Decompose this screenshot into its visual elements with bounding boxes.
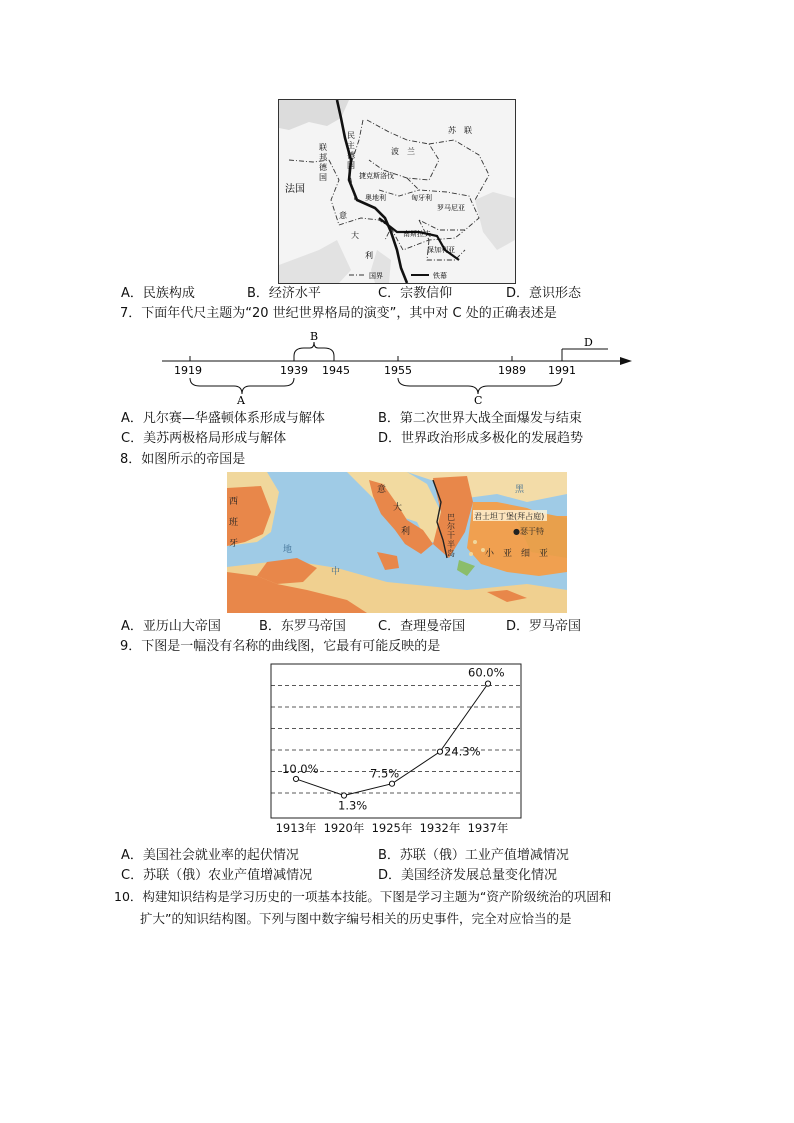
byz-label-black-sea: 黑 [515,485,525,495]
q9-option-d[interactable]: D．美国经济发展总量变化情况 [378,868,558,883]
q9-option-c[interactable]: C．苏联（俄）农业产值增减情况 [121,868,313,883]
map-legend-iron-curtain: 铁幕 [433,272,447,280]
q9-stem: 9．下图是一幅没有名称的曲线图，它最有可能反映的是 [120,639,441,654]
svg-text:邦: 邦 [319,153,327,162]
q10-stem-line-2: 扩大”的知识结构图。下列与图中数字编号相关的历史事件，完全对应恰当的是 [140,911,572,926]
q7-label-c: C [474,394,483,406]
map-label-romania: 罗马尼亚 [437,204,465,212]
q10-stem-line-1: 10．构建知识结构是学习历史的一项基本技能。下图是学习主题为“资产阶级统治的巩固和 [114,889,612,904]
q9-plot-frame [271,664,521,818]
map-label-italy-2: 大 [351,231,359,240]
byzantine-map-svg [227,472,567,613]
q9-data-point-2 [389,781,394,786]
q8-stem: 8．如图所示的帝国是 [120,452,246,467]
map-label-hungary: 匈牙利 [411,194,432,202]
byz-label-balkan-5: 岛 [447,549,455,558]
svg-text:国: 国 [319,173,327,182]
svg-text:德: 德 [319,163,327,172]
q6-option-a[interactable]: A．民族构成 [121,286,195,301]
q8-option-a[interactable]: A．亚历山大帝国 [121,619,221,634]
q9-data-point-0 [293,776,298,781]
q7-timeline [160,328,640,406]
q7-label-d: D [584,336,593,349]
q9-line-chart [268,662,530,842]
byz-label-asia-minor: 小 亚 细 亚 [485,549,549,559]
map-label-italy-1: 意 [339,211,347,220]
q9-x-tick-label-2: 1925年 [371,821,413,835]
q7-stem: 7．下面年代尺主题为“20 世纪世界格局的演变”，其中对 C 处的正确表述是 [120,306,557,321]
q7-year-1989: 1989 [498,364,526,377]
q9-data-label-0: 10.0% [282,761,319,776]
byz-label-balkan-3: 干 [447,531,455,540]
svg-text:主: 主 [347,141,355,150]
map-label-bulgaria: 保加利亚 [427,246,455,254]
q7-year-1939: 1939 [280,364,308,377]
q7-year-1991: 1991 [548,364,576,377]
byz-label-spain-1: 西 [229,497,239,507]
q7-label-a: A [237,394,245,406]
q9-data-label-1: 1.3% [338,798,368,813]
svg-text:德: 德 [347,151,355,160]
q8-option-c[interactable]: C．查理曼帝国 [378,619,466,634]
q9-data-point-3 [437,749,442,754]
q7-option-b[interactable]: B．第二次世界大战全面爆发与结束 [378,411,582,426]
byz-label-balkan-4: 半 [447,540,455,549]
svg-text:民: 民 [347,131,355,140]
byz-label-spain-2: 班 [229,518,239,528]
q7-option-a[interactable]: A．凡尔赛—华盛顿体系形成与解体 [121,411,325,426]
map-label-czech: 捷克斯洛伐 [359,172,394,180]
q6-option-d[interactable]: D．意识形态 [506,286,582,301]
q9-data-point-4 [485,681,490,686]
q8-option-d[interactable]: D．罗马帝国 [506,619,582,634]
map-label-france: 法国 [285,184,305,195]
q9-x-tick-label-1: 1920年 [323,821,365,835]
svg-text:联: 联 [319,143,327,152]
svg-text:国: 国 [347,161,355,170]
q7-year-1919: 1919 [174,364,202,377]
byz-label-constantinople: 君士坦丁堡(拜占庭) [474,512,545,521]
byz-label-spain-3: 牙 [229,539,239,549]
q7-year-1955: 1955 [384,364,412,377]
q9-data-label-3: 24.3% [444,744,481,759]
map-label-yugoslavia: 南斯拉夫 [403,230,431,238]
byz-label-balkan-1: 巴 [447,513,455,522]
map-label-east-germany [347,131,356,170]
map-legend-border: 国界 [369,272,383,280]
map-label-italy-3: 利 [365,251,373,260]
byzantine-map [227,472,567,613]
iron-curtain-map-svg [279,100,515,283]
byz-label-balkan-2: 尔 [447,522,455,531]
q6-option-b[interactable]: B．经济水平 [247,286,321,301]
byz-label-italy-1: 意 [377,485,387,495]
q9-x-tick-label-0: 1913年 [275,821,317,835]
byz-label-sea-2: 中 [331,567,341,577]
iron-curtain-map [278,99,516,284]
q7-label-b: B [310,330,319,343]
q9-data-point-1 [341,793,346,798]
q6-option-c[interactable]: C．宗教信仰 [378,286,453,301]
byz-label-italy-2: 大 [393,503,403,513]
map-label-austria: 奥地利 [365,194,386,202]
q9-line-chart-svg [268,662,530,842]
q7-option-c[interactable]: C．美苏两极格局形成与解体 [121,431,287,446]
q7-year-1945: 1945 [322,364,350,377]
map-label-poland: 波 兰 [391,147,415,156]
q9-data-label-4: 60.0% [468,665,505,680]
q9-x-tick-label-3: 1932年 [419,821,461,835]
q8-option-b[interactable]: B．东罗马帝国 [259,619,346,634]
byz-label-italy-3: 利 [401,527,411,537]
byz-label-sea-1: 地 [283,545,293,555]
q9-x-tick-label-4: 1937年 [467,821,509,835]
q9-data-label-2: 7.5% [370,766,400,781]
q9-option-b[interactable]: B．苏联（俄）工业产值增减情况 [378,848,569,863]
q9-option-a[interactable]: A．美国社会就业率的起伏情况 [121,848,299,863]
byz-label-konya: ●瑟于特 [513,527,544,536]
map-label-ussr: 苏 联 [448,126,472,135]
q7-option-d[interactable]: D．世界政治形成多极化的发展趋势 [378,431,584,446]
